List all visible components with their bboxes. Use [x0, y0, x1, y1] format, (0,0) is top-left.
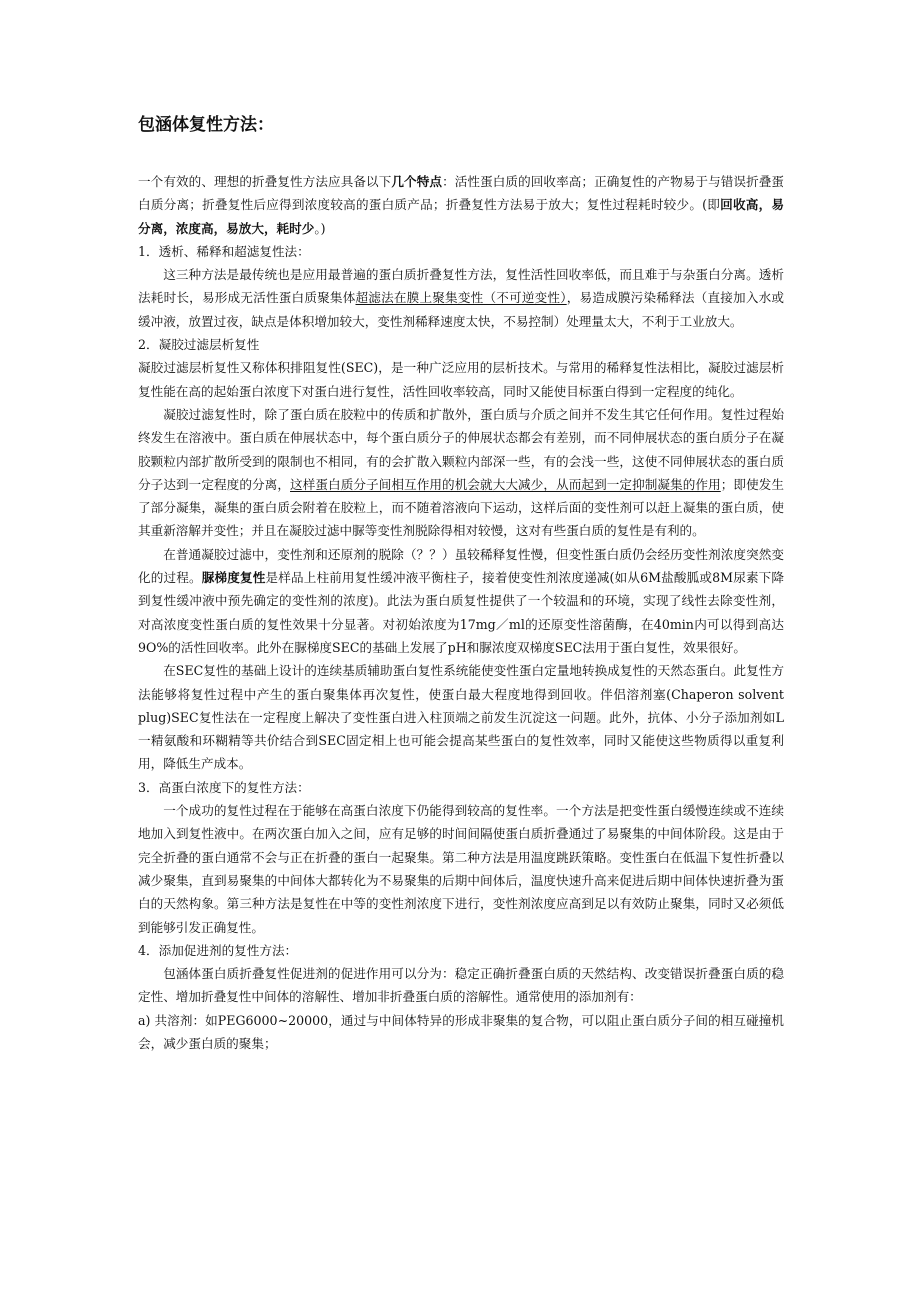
section-2-paragraph-1: 凝胶过滤层析复性又称体积排阻复性(SEC)，是一种广泛应用的层析技术。与常用的稀释复性法相比，凝胶过滤层析复性能在高的起始蛋白浓度下对蛋白进行复性，活性回收率较高，同时又能使目标蛋白得到一定程度的纯化。 [138, 360, 784, 399]
section-2-paragraph-2 [138, 403, 784, 543]
section-4-heading: 4．添加促进剂的复性方法： [138, 942, 298, 958]
section-1-heading: 1．透析、稀释和超滤复性法： [138, 243, 310, 259]
body-text: 这三种方法是最传统也是应用最普遍的蛋白质折叠复性方法，复性活性回收率低，而且难于与杂蛋白分离。透析法耗时长，易形成无活性蛋白质聚集体 [138, 267, 784, 306]
body-text: ；即使发生了部分凝集，凝集的蛋白质会附着在胶粒上，而不随着溶液向下运动，这样后面的变性剂可以赶上凝集的蛋白质，使其重新溶解并变性；并且在凝胶过滤中脲等变性剂脱除得相对较慢，这对有些蛋白质的复性是有利的。 [138, 476, 785, 539]
body-text: 在普通凝胶过滤中，变性剂和还原剂的脱除（？？）虽较稀释复性慢，但变性蛋白质仍会经历变性剂浓度突然变化的过程。 [138, 546, 784, 586]
section-4-paragraph: 包涵体蛋白质折叠复性促进剂的促进作用可以分为：稳定正确折叠蛋白质的天然结构、改变错误折叠蛋白质的稳定性、增加折叠复性中间体的溶解性、增加非折叠蛋白质的溶解性。通常使用的添加剂有： [138, 966, 784, 1005]
intro-bold: 几个特点 [391, 174, 443, 189]
underlined-text: 超滤法在膜上聚集变性（不可逆变性） [355, 290, 567, 306]
section-3-heading: 3．高蛋白浓度下的复性方法： [138, 779, 310, 795]
section-2-heading: 2．凝胶过滤层析复性 [138, 337, 260, 353]
intro-text: 。) [314, 220, 326, 236]
page-title: 包涵体复性方法： [138, 115, 274, 135]
body-text: ，易造成膜污染 [566, 290, 657, 306]
intro-text: ：活性蛋白质的回收率高；正确复性的产物易于与错误折叠蛋白质分离；折叠复性后应得到浓度较高的蛋白质产品；折叠复性方法易于放大；复性过程耗时较少。(即 [138, 174, 785, 213]
intro-text: 一个有效的、理想的折叠复性方法应具备以下 [138, 174, 392, 189]
intro-bold-summary: 回收高，易分离，浓度高，易放大，耗时少 [138, 197, 785, 236]
underlined-text: 这样蛋白质分子间相互作用的机会就大大减少，从而起到一定抑制凝集的作用 [290, 476, 721, 492]
section-3-paragraph: 一个成功的复性过程在于能够在高蛋白浓度下仍能得到较高的复性率。一个方法是把变性蛋白缓慢连续或不连续地加入到复性液中。在两次蛋白加入之间，应有足够的时间间隔使蛋白质折叠通过了易聚集的中间体阶段。这是由于完全折叠的蛋白通常不会与正在折叠的蛋白一起聚集。第二种方法是用温度跳跃策略。变性蛋白在低温下复性折叠以减少聚集，直到易聚集的中间体大都转化为不易聚集的后期中间体后，温度快速升高来促进后期中间体快速折叠为蛋白的天然构象。第三种方法是复性在中等的变性剂浓度下进行，变性剂浓度应高到足以有效防止聚集，同时又必须低到能够引发正确复性。 [138, 803, 784, 935]
section-2-paragraph-4: 在SEC复性的基础上设计的连续基质辅助蛋白复性系统能使变性蛋白定量地转换成复性的天然态蛋白。此复性方法能够将复性过程中产生的蛋白聚集体再次复性，使蛋白最大程度地得到回收。伴侣溶剂塞(Chaperon solvent plug)SEC复性法在一定程度上解决了变性蛋白进入柱顶端之前发生沉淀这一问题。此外，抗体、小分子添加剂如L一精氨酸和环糊精等共价结合到SEC固定相上也可能会提高某些蛋白的复性效率，同时又能使这些物质得以重复利用，降低生产成本。 [138, 663, 784, 772]
bold-term: 脲梯度复性 [201, 570, 266, 586]
body-text: 凝胶过滤复性时，除了蛋白质在胶粒中的传质和扩散外，蛋白质与介质之间并不发生其它任何作用。复性过程始终发生在溶液中。蛋白质在伸展状态中，每个蛋白质分子的伸展状态都会有差别，而不同伸展状态的蛋白质分子在凝胶颗粒内部扩散所受到的限制也不相同，有的会扩散入颗粒内部深一些，有的会浅一些，这使不同伸展状态的蛋白质分子达到一定程度的分离， [138, 406, 784, 492]
section-2-paragraph-3 [138, 543, 784, 659]
section-4-item-a: a) 共溶剂：如PEG6000~20000，通过与中间体特异的形成非聚集的复合物，可以阻止蛋白质分子间的相互碰撞机会，减少蛋白质的聚集； [138, 1012, 784, 1051]
body-text: 是样品上柱前用复性缓冲液平衡柱子，接着使变性剂浓度递减(如从6M盐酸胍或8M尿素下降到复性缓冲液中预先确定的变性剂的浓度)。此法为蛋白质复性提供了一个较温和的环境，实现了线性去除变性剂，对高浓度变性蛋白质的复性效果十分显著。对初始浓度为17mg／ml的还原变性溶菌酶，在40min内可以得到高达9O%的活性回收率。此外在脲梯度SEC的基础上发展了pH和脲浓度双梯度SEC法用于蛋白复性，效果很好。 [138, 570, 785, 655]
section-1-paragraph [138, 263, 784, 333]
body-text: 稀释法（直接加入水或缓冲液，放置过夜，缺点是体积增加较大，变性剂稀释速度太快，不易控制）处理量太大，不利于工业放大。 [138, 290, 785, 329]
intro-paragraph [138, 170, 784, 240]
document-page [138, 112, 784, 1055]
